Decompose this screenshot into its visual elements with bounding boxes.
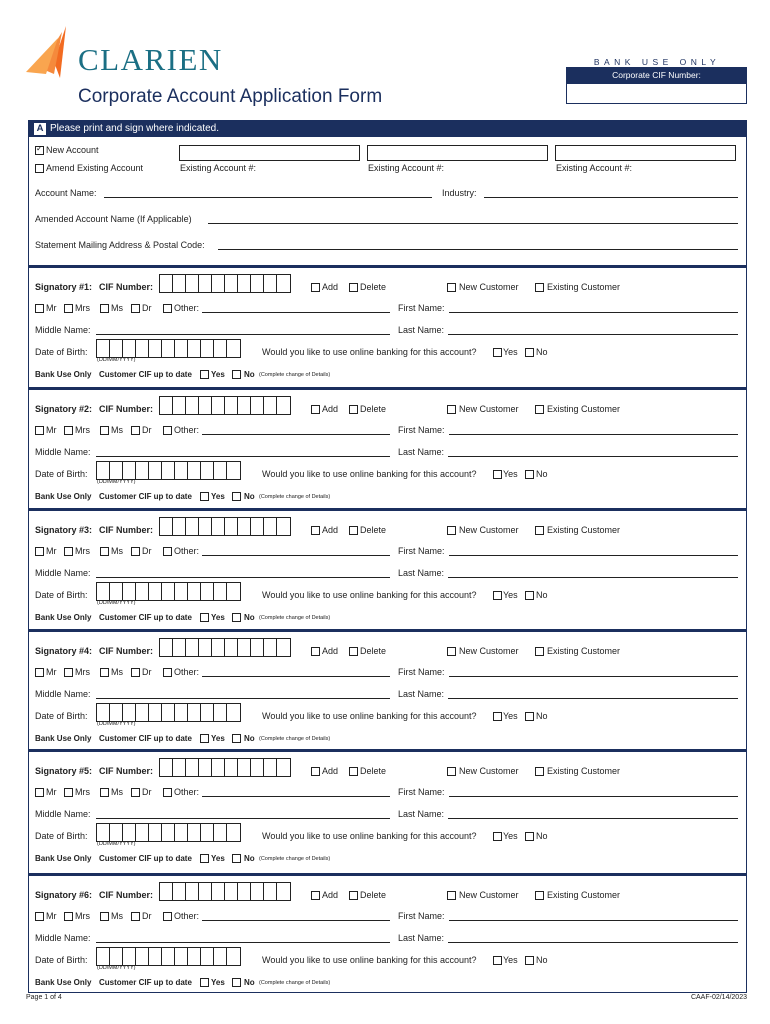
amended-name-input[interactable] bbox=[208, 223, 738, 224]
other-label: Other: bbox=[174, 303, 200, 313]
form-code: CAAF-02/14/2023 bbox=[690, 994, 747, 1001]
mr-label: Mr bbox=[46, 303, 57, 313]
last-name-input[interactable] bbox=[448, 698, 738, 699]
existing-customer-label: Existing Customer bbox=[547, 646, 621, 656]
complete-change-note: (Complete change of Details) bbox=[259, 736, 331, 742]
corporate-cif-label: Corporate CIF Number: bbox=[566, 67, 747, 83]
mr-label: Mr bbox=[46, 911, 57, 921]
existing-account-label-3: Existing Account #: bbox=[556, 163, 633, 173]
mrs-checkbox[interactable] bbox=[64, 426, 73, 435]
existing-customer-label: Existing Customer bbox=[547, 282, 621, 292]
page-number: Page 1 of 4 bbox=[26, 994, 62, 1001]
section-a-header bbox=[28, 120, 747, 137]
dr-checkbox[interactable] bbox=[131, 547, 140, 556]
online-no-checkbox[interactable] bbox=[525, 348, 534, 357]
online-yes-label: Yes bbox=[503, 469, 518, 479]
cif-number-label: CIF Number: bbox=[99, 282, 153, 292]
mr-checkbox[interactable] bbox=[35, 547, 44, 556]
bank-no-label: No bbox=[244, 370, 255, 379]
middle-name-label: Middle Name: bbox=[35, 689, 91, 699]
last-name-label: Last Name: bbox=[398, 809, 445, 819]
mrs-label: Mrs bbox=[75, 303, 90, 313]
existing-customer-checkbox[interactable] bbox=[535, 405, 544, 414]
other-input[interactable] bbox=[202, 920, 390, 921]
dr-label: Dr bbox=[142, 546, 152, 556]
bank-no-label: No bbox=[244, 978, 255, 987]
middle-name-label: Middle Name: bbox=[35, 325, 91, 335]
add-checkbox[interactable] bbox=[311, 891, 320, 900]
online-yes-checkbox[interactable] bbox=[493, 470, 502, 479]
online-banking-question: Would you like to use online banking for this account? bbox=[262, 590, 477, 600]
last-name-label: Last Name: bbox=[398, 568, 445, 578]
ms-label: Ms bbox=[111, 546, 123, 556]
ms-checkbox[interactable] bbox=[100, 547, 109, 556]
ms-checkbox[interactable] bbox=[100, 668, 109, 677]
bank-yes-label: Yes bbox=[211, 492, 225, 501]
industry-label: Industry: bbox=[442, 188, 477, 198]
new-customer-checkbox[interactable] bbox=[447, 526, 456, 535]
cif-number-input[interactable] bbox=[159, 274, 291, 293]
online-no-checkbox[interactable] bbox=[525, 591, 534, 600]
cif-up-to-date-label: Customer CIF up to date bbox=[99, 978, 192, 987]
dob-format-hint: (DD/MM/YYYY) bbox=[97, 721, 136, 727]
clarien-logo-icon bbox=[24, 24, 72, 80]
add-checkbox[interactable] bbox=[311, 526, 320, 535]
bank-yes-label: Yes bbox=[211, 613, 225, 622]
bank-no-checkbox[interactable] bbox=[232, 370, 241, 379]
existing-customer-checkbox[interactable] bbox=[535, 283, 544, 292]
bank-no-checkbox[interactable] bbox=[232, 734, 241, 743]
delete-checkbox[interactable] bbox=[349, 767, 358, 776]
section-divider bbox=[28, 508, 747, 511]
online-yes-checkbox[interactable] bbox=[493, 591, 502, 600]
delete-label: Delete bbox=[360, 890, 387, 900]
cif-number-label: CIF Number: bbox=[99, 890, 153, 900]
first-name-input[interactable] bbox=[449, 555, 738, 556]
online-banking-question: Would you like to use online banking for this account? bbox=[262, 347, 477, 357]
middle-name-label: Middle Name: bbox=[35, 568, 91, 578]
bank-use-only-label: Bank Use Only bbox=[35, 492, 92, 501]
online-no-checkbox[interactable] bbox=[525, 470, 534, 479]
bank-no-checkbox[interactable] bbox=[232, 492, 241, 501]
first-name-label: First Name: bbox=[398, 787, 445, 797]
middle-name-label: Middle Name: bbox=[35, 447, 91, 457]
bank-yes-checkbox[interactable] bbox=[200, 734, 209, 743]
online-no-label: No bbox=[536, 590, 548, 600]
last-name-input[interactable] bbox=[448, 456, 738, 457]
dob-input[interactable] bbox=[96, 823, 241, 842]
mr-label: Mr bbox=[46, 425, 57, 435]
middle-name-label: Middle Name: bbox=[35, 809, 91, 819]
dob-input[interactable] bbox=[96, 947, 241, 966]
last-name-label: Last Name: bbox=[398, 933, 445, 943]
first-name-label: First Name: bbox=[398, 911, 445, 921]
add-checkbox[interactable] bbox=[311, 405, 320, 414]
first-name-input[interactable] bbox=[449, 312, 738, 313]
last-name-input[interactable] bbox=[448, 818, 738, 819]
dob-input[interactable] bbox=[96, 703, 241, 722]
existing-customer-checkbox[interactable] bbox=[535, 647, 544, 656]
dr-label: Dr bbox=[142, 911, 152, 921]
signatory-label: Signatory #2: bbox=[35, 404, 93, 414]
first-name-input[interactable] bbox=[449, 920, 738, 921]
first-name-label: First Name: bbox=[398, 667, 445, 677]
existing-customer-label: Existing Customer bbox=[547, 525, 621, 535]
new-customer-label: New Customer bbox=[459, 766, 519, 776]
cif-number-label: CIF Number: bbox=[99, 525, 153, 535]
industry-input[interactable] bbox=[484, 197, 738, 198]
last-name-label: Last Name: bbox=[398, 447, 445, 457]
other-label: Other: bbox=[174, 667, 200, 677]
complete-change-note: (Complete change of Details) bbox=[259, 372, 331, 378]
add-checkbox[interactable] bbox=[311, 767, 320, 776]
bank-yes-label: Yes bbox=[211, 734, 225, 743]
dob-format-hint: (DD/MM/YYYY) bbox=[97, 965, 136, 971]
signatory-label: Signatory #4: bbox=[35, 646, 93, 656]
delete-label: Delete bbox=[360, 646, 387, 656]
existing-customer-checkbox[interactable] bbox=[535, 526, 544, 535]
page-title: Corporate Account Application Form bbox=[78, 86, 383, 107]
add-label: Add bbox=[322, 282, 339, 292]
first-name-input[interactable] bbox=[449, 434, 738, 435]
add-label: Add bbox=[322, 646, 339, 656]
bank-yes-checkbox[interactable] bbox=[200, 492, 209, 501]
form-bottom-border bbox=[28, 992, 747, 993]
other-checkbox[interactable] bbox=[163, 912, 172, 921]
section-divider bbox=[28, 749, 747, 752]
cif-number-input[interactable] bbox=[159, 396, 291, 415]
dob-format-hint: (DD/MM/YYYY) bbox=[97, 479, 136, 485]
bank-use-only-label: BANK USE ONLY bbox=[593, 57, 721, 67]
middle-name-input[interactable] bbox=[96, 577, 390, 578]
dob-label: Date of Birth: bbox=[35, 711, 88, 721]
complete-change-note: (Complete change of Details) bbox=[259, 494, 331, 500]
online-banking-question: Would you like to use online banking for this account? bbox=[262, 711, 477, 721]
mrs-label: Mrs bbox=[75, 911, 90, 921]
other-input[interactable] bbox=[202, 796, 390, 797]
mrs-checkbox[interactable] bbox=[64, 668, 73, 677]
mrs-checkbox[interactable] bbox=[64, 912, 73, 921]
dr-label: Dr bbox=[142, 667, 152, 677]
add-label: Add bbox=[322, 404, 339, 414]
online-yes-label: Yes bbox=[503, 347, 518, 357]
dr-checkbox[interactable] bbox=[131, 304, 140, 313]
online-yes-label: Yes bbox=[503, 711, 518, 721]
existing-account-input-1[interactable] bbox=[179, 145, 360, 161]
online-yes-checkbox[interactable] bbox=[493, 832, 502, 841]
existing-customer-checkbox[interactable] bbox=[535, 767, 544, 776]
last-name-input[interactable] bbox=[448, 942, 738, 943]
mrs-checkbox[interactable] bbox=[64, 304, 73, 313]
delete-label: Delete bbox=[360, 404, 387, 414]
first-name-label: First Name: bbox=[398, 546, 445, 556]
first-name-input[interactable] bbox=[449, 676, 738, 677]
cif-number-label: CIF Number: bbox=[99, 646, 153, 656]
amend-account-checkbox[interactable] bbox=[35, 164, 44, 173]
dob-label: Date of Birth: bbox=[35, 590, 88, 600]
bank-yes-label: Yes bbox=[211, 854, 225, 863]
online-no-checkbox[interactable] bbox=[525, 832, 534, 841]
cif-number-input[interactable] bbox=[159, 882, 291, 901]
new-customer-label: New Customer bbox=[459, 282, 519, 292]
complete-change-note: (Complete change of Details) bbox=[259, 615, 331, 621]
first-name-label: First Name: bbox=[398, 425, 445, 435]
other-checkbox[interactable] bbox=[163, 788, 172, 797]
online-yes-checkbox[interactable] bbox=[493, 348, 502, 357]
ms-checkbox[interactable] bbox=[100, 304, 109, 313]
account-name-label: Account Name: bbox=[35, 188, 97, 198]
cif-up-to-date-label: Customer CIF up to date bbox=[99, 734, 192, 743]
existing-customer-checkbox[interactable] bbox=[535, 891, 544, 900]
new-customer-checkbox[interactable] bbox=[447, 891, 456, 900]
dob-format-hint: (DD/MM/YYYY) bbox=[97, 841, 136, 847]
existing-account-input-2[interactable] bbox=[367, 145, 548, 161]
last-name-label: Last Name: bbox=[398, 325, 445, 335]
amended-name-label: Amended Account Name (If Applicable) bbox=[35, 214, 192, 224]
first-name-input[interactable] bbox=[449, 796, 738, 797]
delete-label: Delete bbox=[360, 282, 387, 292]
mrs-label: Mrs bbox=[75, 667, 90, 677]
signatory-label: Signatory #6: bbox=[35, 890, 93, 900]
dr-checkbox[interactable] bbox=[131, 912, 140, 921]
cif-up-to-date-label: Customer CIF up to date bbox=[99, 370, 192, 379]
mrs-label: Mrs bbox=[75, 787, 90, 797]
cif-number-label: CIF Number: bbox=[99, 766, 153, 776]
delete-checkbox[interactable] bbox=[349, 891, 358, 900]
bank-yes-checkbox[interactable] bbox=[200, 370, 209, 379]
online-no-label: No bbox=[536, 711, 548, 721]
delete-checkbox[interactable] bbox=[349, 405, 358, 414]
first-name-label: First Name: bbox=[398, 303, 445, 313]
new-customer-label: New Customer bbox=[459, 890, 519, 900]
mr-checkbox[interactable] bbox=[35, 304, 44, 313]
add-checkbox[interactable] bbox=[311, 647, 320, 656]
other-label: Other: bbox=[174, 546, 200, 556]
online-yes-label: Yes bbox=[503, 831, 518, 841]
delete-checkbox[interactable] bbox=[349, 647, 358, 656]
last-name-label: Last Name: bbox=[398, 689, 445, 699]
dob-input[interactable] bbox=[96, 461, 241, 480]
dr-label: Dr bbox=[142, 425, 152, 435]
new-customer-label: New Customer bbox=[459, 646, 519, 656]
section-divider bbox=[28, 265, 747, 268]
dr-checkbox[interactable] bbox=[131, 788, 140, 797]
bank-no-label: No bbox=[244, 854, 255, 863]
new-customer-checkbox[interactable] bbox=[447, 647, 456, 656]
cif-number-input[interactable] bbox=[159, 517, 291, 536]
bank-use-only-label: Bank Use Only bbox=[35, 734, 92, 743]
dob-label: Date of Birth: bbox=[35, 955, 88, 965]
mr-checkbox[interactable] bbox=[35, 912, 44, 921]
section-divider bbox=[28, 629, 747, 632]
ms-label: Ms bbox=[111, 425, 123, 435]
mr-checkbox[interactable] bbox=[35, 788, 44, 797]
dob-input[interactable] bbox=[96, 582, 241, 601]
corporate-cif-input[interactable] bbox=[566, 83, 747, 104]
section-instruction: Please print and sign where indicated. bbox=[50, 123, 219, 134]
mrs-label: Mrs bbox=[75, 425, 90, 435]
cif-up-to-date-label: Customer CIF up to date bbox=[99, 854, 192, 863]
section-divider bbox=[28, 873, 747, 876]
last-name-input[interactable] bbox=[448, 577, 738, 578]
mrs-label: Mrs bbox=[75, 546, 90, 556]
add-checkbox[interactable] bbox=[311, 283, 320, 292]
amend-account-label: Amend Existing Account bbox=[46, 163, 144, 173]
bank-use-only-label: Bank Use Only bbox=[35, 854, 92, 863]
existing-account-label-2: Existing Account #: bbox=[368, 163, 445, 173]
other-input[interactable] bbox=[202, 555, 390, 556]
cif-number-label: CIF Number: bbox=[99, 404, 153, 414]
signatory-label: Signatory #3: bbox=[35, 525, 93, 535]
dob-format-hint: (DD/MM/YYYY) bbox=[97, 600, 136, 606]
existing-account-input-3[interactable] bbox=[555, 145, 736, 161]
other-input[interactable] bbox=[202, 312, 390, 313]
mr-checkbox[interactable] bbox=[35, 668, 44, 677]
bank-no-checkbox[interactable] bbox=[232, 854, 241, 863]
mrs-checkbox[interactable] bbox=[64, 788, 73, 797]
other-checkbox[interactable] bbox=[163, 547, 172, 556]
dob-input[interactable] bbox=[96, 339, 241, 358]
signatory-label: Signatory #1: bbox=[35, 282, 93, 292]
middle-name-input[interactable] bbox=[96, 698, 390, 699]
add-label: Add bbox=[322, 766, 339, 776]
bank-no-label: No bbox=[244, 492, 255, 501]
dr-label: Dr bbox=[142, 303, 152, 313]
last-name-input[interactable] bbox=[448, 334, 738, 335]
middle-name-input[interactable] bbox=[96, 942, 390, 943]
bank-use-only-label: Bank Use Only bbox=[35, 370, 92, 379]
bank-no-label: No bbox=[244, 734, 255, 743]
other-input[interactable] bbox=[202, 434, 390, 435]
ms-label: Ms bbox=[111, 787, 123, 797]
online-no-label: No bbox=[536, 469, 548, 479]
signatory-label: Signatory #5: bbox=[35, 766, 93, 776]
online-no-label: No bbox=[536, 831, 548, 841]
mr-label: Mr bbox=[46, 667, 57, 677]
dr-label: Dr bbox=[142, 787, 152, 797]
middle-name-input[interactable] bbox=[96, 818, 390, 819]
middle-name-label: Middle Name: bbox=[35, 933, 91, 943]
mailing-address-label: Statement Mailing Address & Postal Code: bbox=[35, 240, 205, 250]
mrs-checkbox[interactable] bbox=[64, 547, 73, 556]
bank-no-checkbox[interactable] bbox=[232, 613, 241, 622]
dr-checkbox[interactable] bbox=[131, 668, 140, 677]
bank-yes-label: Yes bbox=[211, 978, 225, 987]
ms-label: Ms bbox=[111, 911, 123, 921]
new-customer-label: New Customer bbox=[459, 404, 519, 414]
new-customer-checkbox[interactable] bbox=[447, 405, 456, 414]
dob-label: Date of Birth: bbox=[35, 347, 88, 357]
complete-change-note: (Complete change of Details) bbox=[259, 980, 331, 986]
bank-yes-checkbox[interactable] bbox=[200, 854, 209, 863]
other-checkbox[interactable] bbox=[163, 668, 172, 677]
online-no-label: No bbox=[536, 347, 548, 357]
cif-number-input[interactable] bbox=[159, 758, 291, 777]
dob-format-hint: (DD/MM/YYYY) bbox=[97, 357, 136, 363]
section-divider bbox=[28, 387, 747, 390]
ms-label: Ms bbox=[111, 667, 123, 677]
bank-use-only-label: Bank Use Only bbox=[35, 613, 92, 622]
delete-label: Delete bbox=[360, 766, 387, 776]
bank-yes-label: Yes bbox=[211, 370, 225, 379]
online-no-label: No bbox=[536, 955, 548, 965]
new-customer-checkbox[interactable] bbox=[447, 767, 456, 776]
mr-checkbox[interactable] bbox=[35, 426, 44, 435]
other-label: Other: bbox=[174, 425, 200, 435]
cif-number-input[interactable] bbox=[159, 638, 291, 657]
ms-checkbox[interactable] bbox=[100, 788, 109, 797]
existing-account-label-1: Existing Account #: bbox=[180, 163, 257, 173]
cif-up-to-date-label: Customer CIF up to date bbox=[99, 613, 192, 622]
ms-label: Ms bbox=[111, 303, 123, 313]
section-letter: A bbox=[34, 123, 46, 135]
existing-customer-label: Existing Customer bbox=[547, 766, 621, 776]
mailing-address-input[interactable] bbox=[218, 249, 738, 250]
online-no-checkbox[interactable] bbox=[525, 956, 534, 965]
new-account-label: New Account bbox=[46, 145, 99, 155]
online-yes-label: Yes bbox=[503, 955, 518, 965]
middle-name-input[interactable] bbox=[96, 456, 390, 457]
delete-label: Delete bbox=[360, 525, 387, 535]
bank-use-only-label: Bank Use Only bbox=[35, 978, 92, 987]
online-yes-label: Yes bbox=[503, 590, 518, 600]
bank-no-checkbox[interactable] bbox=[232, 978, 241, 987]
online-yes-checkbox[interactable] bbox=[493, 712, 502, 721]
other-label: Other: bbox=[174, 787, 200, 797]
delete-checkbox[interactable] bbox=[349, 526, 358, 535]
complete-change-note: (Complete change of Details) bbox=[259, 856, 331, 862]
logo-text: CLARIEN bbox=[78, 42, 223, 77]
new-customer-label: New Customer bbox=[459, 525, 519, 535]
other-label: Other: bbox=[174, 911, 200, 921]
bank-yes-checkbox[interactable] bbox=[200, 978, 209, 987]
dob-label: Date of Birth: bbox=[35, 469, 88, 479]
ms-checkbox[interactable] bbox=[100, 426, 109, 435]
existing-customer-label: Existing Customer bbox=[547, 404, 621, 414]
new-customer-checkbox[interactable] bbox=[447, 283, 456, 292]
dob-label: Date of Birth: bbox=[35, 831, 88, 841]
online-yes-checkbox[interactable] bbox=[493, 956, 502, 965]
bank-yes-checkbox[interactable] bbox=[200, 613, 209, 622]
other-checkbox[interactable] bbox=[163, 304, 172, 313]
middle-name-input[interactable] bbox=[96, 334, 390, 335]
cif-up-to-date-label: Customer CIF up to date bbox=[99, 492, 192, 501]
other-input[interactable] bbox=[202, 676, 390, 677]
dr-checkbox[interactable] bbox=[131, 426, 140, 435]
add-label: Add bbox=[322, 525, 339, 535]
online-no-checkbox[interactable] bbox=[525, 712, 534, 721]
add-label: Add bbox=[322, 890, 339, 900]
ms-checkbox[interactable] bbox=[100, 912, 109, 921]
delete-checkbox[interactable] bbox=[349, 283, 358, 292]
mr-label: Mr bbox=[46, 787, 57, 797]
online-banking-question: Would you like to use online banking for this account? bbox=[262, 831, 477, 841]
other-checkbox[interactable] bbox=[163, 426, 172, 435]
bank-no-label: No bbox=[244, 613, 255, 622]
existing-customer-label: Existing Customer bbox=[547, 890, 621, 900]
account-name-input[interactable] bbox=[104, 197, 432, 198]
online-banking-question: Would you like to use online banking for this account? bbox=[262, 469, 477, 479]
new-account-checkbox[interactable] bbox=[35, 146, 44, 155]
mr-label: Mr bbox=[46, 546, 57, 556]
online-banking-question: Would you like to use online banking for this account? bbox=[262, 955, 477, 965]
